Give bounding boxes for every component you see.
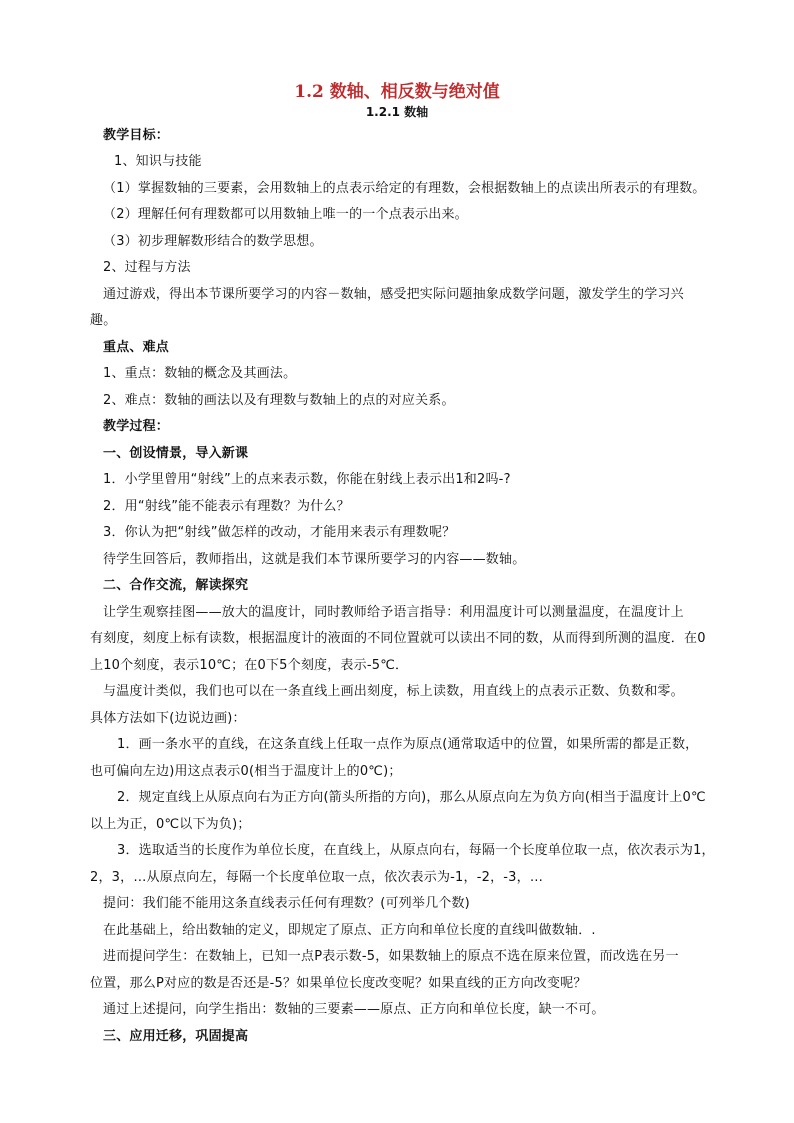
heading-key-points: 重点、难点 <box>103 340 170 355</box>
paragraph-line: 进而提问学生：在数轴上，已知一点P表示数-5，如果数轴上的原点不选在原来位置，而改选在另一 <box>103 949 679 964</box>
paragraph-line: 2．规定直线上从原点向右为正方向(箭头所指的方向)，那么从原点向左为负方向(相当于温度计上0℃ <box>117 790 706 805</box>
paragraph-line: 与温度计类似，我们也可以在一条直线上画出刻度，标上读数，用直线上的点表示正数、负数和零。 <box>103 684 684 699</box>
heading-teaching-process: 教学过程： <box>103 419 170 434</box>
paragraph-line: （2）理解任何有理数都可以用数轴上唯一的一个点表示出来。 <box>103 207 468 222</box>
paragraph-line: 2，3，…从原点向左，每隔一个长度单位取一点，依次表示为-1，-2，-3，… <box>90 870 544 885</box>
heading-section-one: 一、创设情景，导入新课 <box>103 446 249 461</box>
paragraph-line: 通过游戏，得出本节课所要学习的内容－数轴，感受把实际问题抽象成数学问题，激发学生的学习兴 <box>103 287 684 302</box>
paragraph-line: 2、过程与方法 <box>103 260 191 275</box>
paragraph-line: 以上为正，0℃以下为负)； <box>90 817 251 832</box>
heading-teaching-goals: 教学目标： <box>103 128 170 143</box>
heading-section-three: 三、应用迁移，巩固提高 <box>103 1029 249 1044</box>
paragraph-line: 2．用“射线”能不能表示有理数？为什么？ <box>103 499 350 514</box>
paragraph-line: 提问：我们能不能用这条直线表示任何有理数？(可列举几个数) <box>103 896 470 911</box>
section-subtitle: 1.2.1 数轴 <box>365 105 429 119</box>
paragraph-line: 具体方法如下(边说边画)： <box>90 711 246 726</box>
document-title: 1.2 数轴、相反数与绝对值 <box>294 82 500 102</box>
paragraph-line: 1．小学里曾用“射线”上的点来表示数，你能在射线上表示出1和2吗-? <box>103 472 511 487</box>
paragraph-line: 待学生回答后，教师指出，这就是我们本节课所要学习的内容——数轴。 <box>103 552 526 567</box>
paragraph-line: 1．画一条水平的直线，在这条直线上任取一点作为原点(通常取适中的位置，如果所需的都是正数， <box>117 737 699 752</box>
paragraph-line: 让学生观察挂图——放大的温度计，同时教师给予语言指导：利用温度计可以测量温度，在温度计上 <box>103 605 684 620</box>
paragraph-line: 有刻度，刻度上标有读数，根据温度计的液面的不同位置就可以读出不同的数，从而得到所测的温度．在0 <box>90 631 706 646</box>
paragraph-line: （3）初步理解数形结合的数学思想。 <box>103 234 323 249</box>
paragraph-line: 也可偏向左边)用这点表示0(相当于温度计上的0℃)； <box>90 764 402 779</box>
paragraph-line: 通过上述提问，向学生指出：数轴的三要素——原点、正方向和单位长度，缺一不可。 <box>103 1002 605 1017</box>
paragraph-line: 1、知识与技能 <box>114 154 202 169</box>
paragraph-line: 3．你认为把“射线”做怎样的改动，才能用来表示有理数呢？ <box>103 525 456 540</box>
paragraph-line: 3．选取适当的长度作为单位长度，在直线上，从原点向右，每隔一个长度单位取一点，依次表示为1， <box>117 843 715 858</box>
paragraph-line: 1、重点：数轴的概念及其画法。 <box>103 366 297 381</box>
heading-section-two: 二、合作交流，解读探究 <box>103 578 249 593</box>
paragraph-line: 上10个刻度，表示10℃；在0下5个刻度，表示-5℃． <box>90 658 409 673</box>
paragraph-line: （1）掌握数轴的三要素，会用数轴上的点表示给定的有理数，会根据数轴上的点读出所表示的有理数。 <box>103 181 706 196</box>
paragraph-line: 2、难点：数轴的画法以及有理数与数轴上的点的对应关系。 <box>103 393 455 408</box>
paragraph-line: 在此基础上，给出数轴的定义，即规定了原点、正方向和单位长度的直线叫做数轴．. <box>103 923 596 938</box>
paragraph-line: 位置，那么P对应的数是否还是-5？如果单位长度改变呢？如果直线的正方向改变呢？ <box>90 976 587 991</box>
paragraph-line: 趣。 <box>90 313 117 328</box>
